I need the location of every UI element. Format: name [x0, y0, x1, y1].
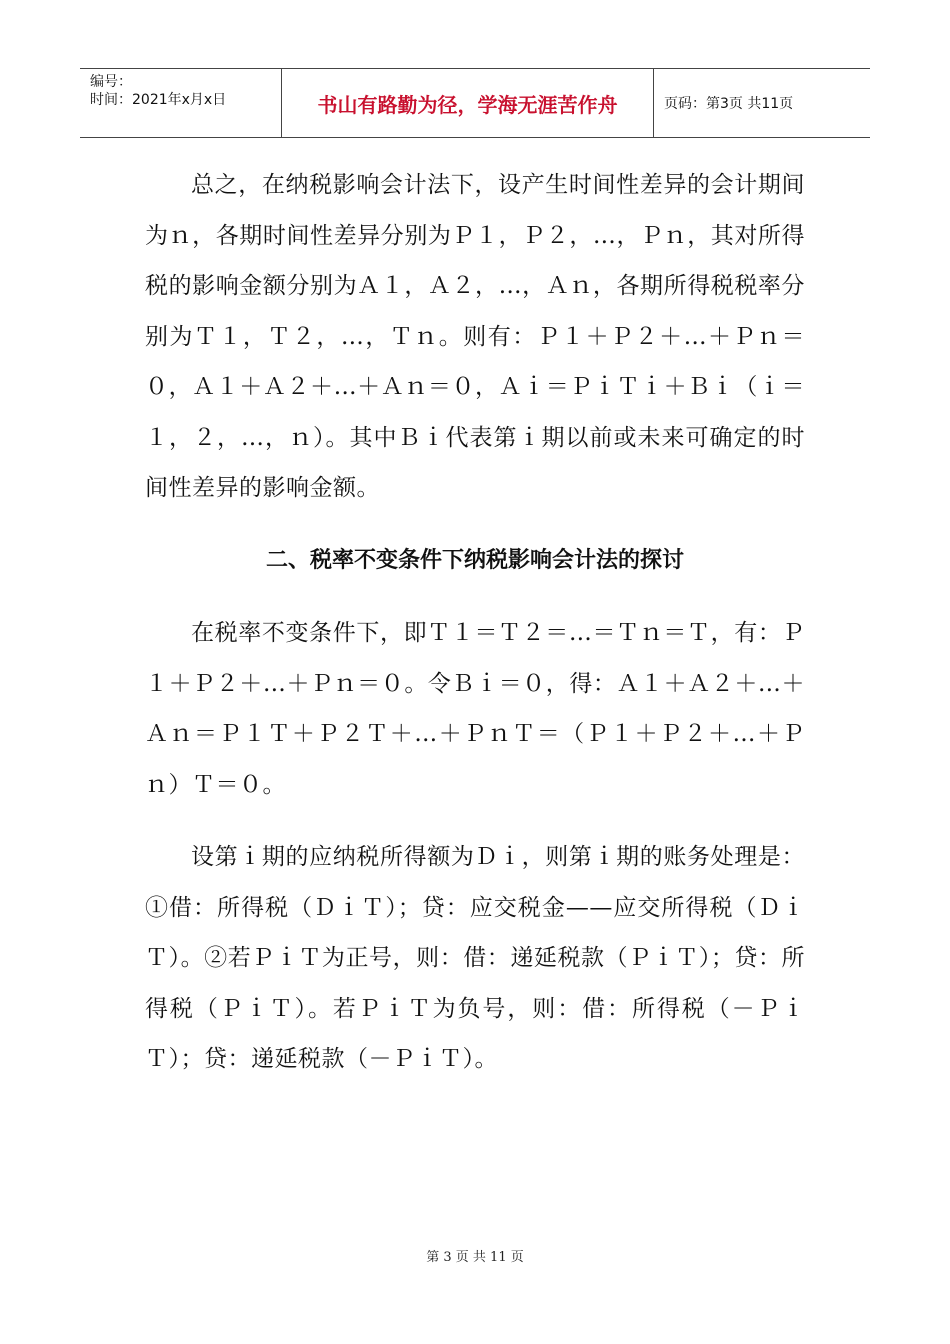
header-page-code: 页码：第3页 共11页: [664, 96, 794, 112]
page-footer: 第 3 页 共 11 页: [426, 1250, 524, 1265]
paragraph-summary: 总之，在纳税影响会计法下，设产生时间性差异的会计期间为ｎ，各期时间性差异分别为Ｐ１，Ｐ２，…，Ｐｎ，其对所得税的影响金额分别为Ａ１，Ａ２，…，Ａｎ，各期所得税税率分别为Ｔ１，Ｔ２，…，Ｔｎ。则有：Ｐ１＋Ｐ２＋…＋Ｐｎ＝０，Ａ１＋Ａ２＋…＋Ａｎ＝０，Ａｉ＝ＰｉＴｉ＋Ｂｉ（ｉ＝１，２，…，ｎ）。其中Ｂｉ代表第ｉ期以前或未来可确定的时间性差异的影响金额。: [145, 172, 806, 501]
section-heading: 二、税率不变条件下纳税影响会计法的探讨: [265, 547, 684, 573]
paragraph-constant-rate: 在税率不变条件下，即Ｔ１＝Ｔ２＝…＝Ｔｎ＝Ｔ，有：Ｐ１＋Ｐ２＋…＋Ｐｎ＝０。令Ｂｉ＝０，得：Ａ１＋Ａ２＋…＋Ａｎ＝Ｐ１Ｔ＋Ｐ２Ｔ＋…＋ＰｎＴ＝（Ｐ１＋Ｐ２＋…＋Ｐｎ）Ｔ＝０。: [145, 620, 805, 798]
page-header: [80, 68, 870, 138]
document-body: [145, 160, 805, 1085]
header-meta: [80, 69, 282, 137]
paragraph-accounting-entries: 设第ｉ期的应纳税所得额为Ｄｉ，则第ｉ期的账务处理是：①借：所得税（ＤｉＴ）；贷：应交税金——应交所得税（ＤｉＴ）。②若ＰｉＴ为正号，则：借：递延税款（ＰｉＴ）；贷：所得税（ＰｉＴ）。若ＰｉＴ为负号，则：借：所得税（－ＰｉＴ）；贷：递延税款（－ＰｉＴ）。: [145, 844, 805, 1072]
header-motto: 书山有路勤为径，学海无涯苦作舟: [282, 69, 654, 137]
number-label: 编号：: [90, 74, 132, 90]
time-label: 时间：2021年x月x日: [90, 92, 227, 108]
